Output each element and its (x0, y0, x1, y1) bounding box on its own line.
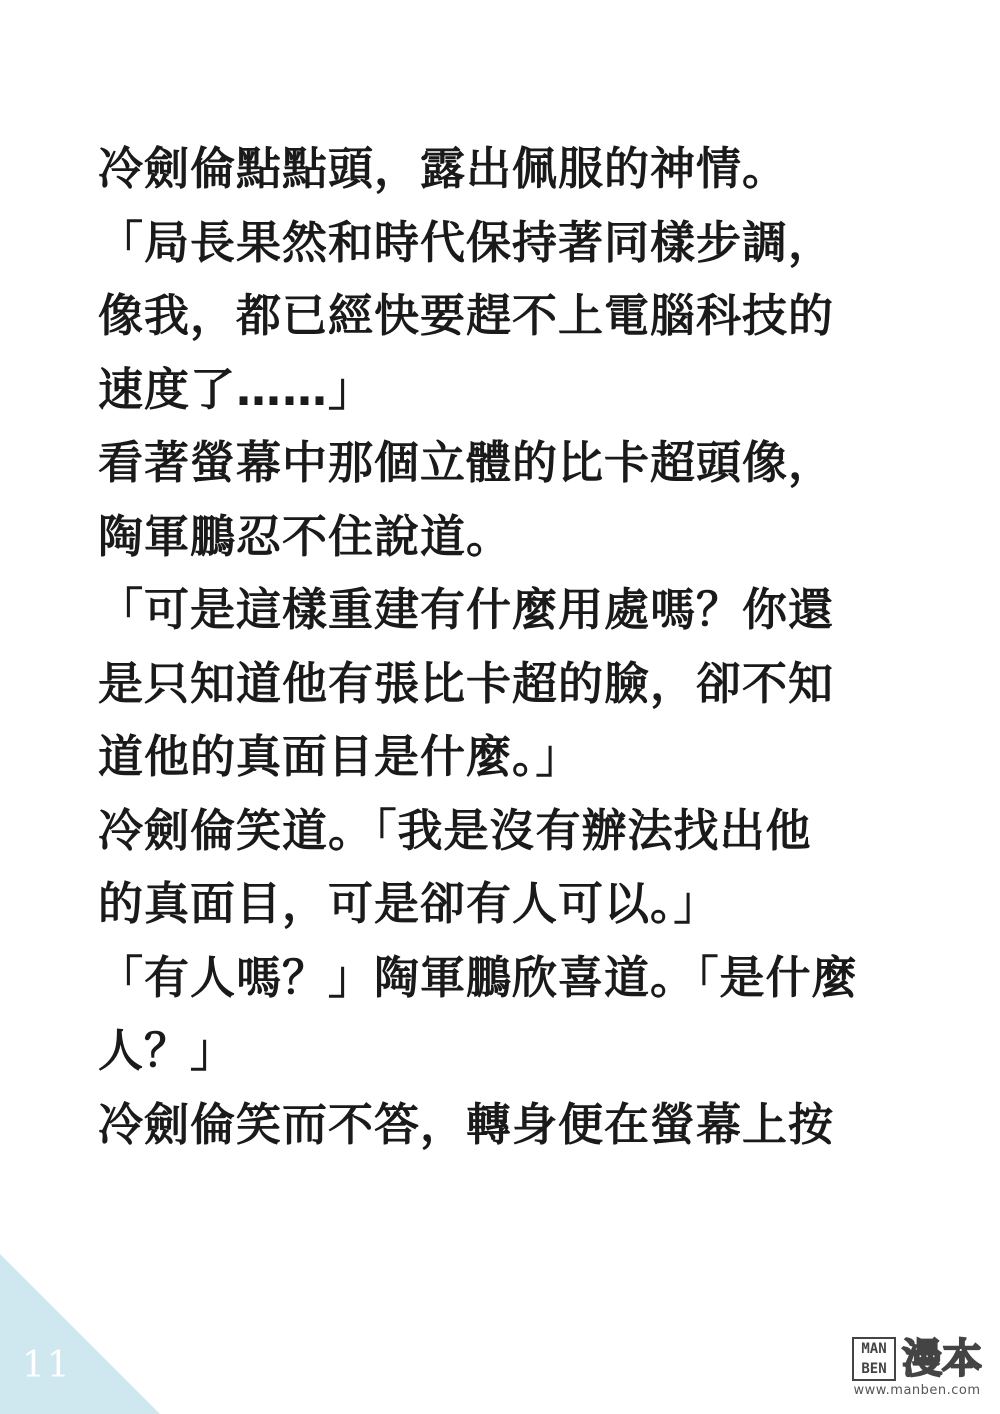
watermark-url: www.manben.com (853, 1383, 981, 1398)
page-number: 11 (22, 1345, 72, 1386)
watermark-box-icon: MAN BEN (852, 1337, 896, 1381)
body-text (98, 132, 898, 1161)
text-line-1: 冷劍倫點點頭，露出佩服的神情。 (98, 142, 789, 195)
watermark-name: 漫本 (902, 1336, 982, 1382)
text-line-10: 冷劍倫笑道。「我是沒有辦法找出他 (98, 803, 812, 857)
text-line-3: 像我，都已經快要趕不上電腦科技的 (98, 289, 835, 342)
text-line-6: 陶軍鵬忍不住說道。 (98, 509, 513, 563)
watermark-logo (846, 1337, 988, 1398)
text-line-7: 「可是這樣重建有什麼用處嗎？你還 (98, 583, 835, 636)
text-line-5: 看著螢幕中那個立體的比卡超頭像， (98, 436, 835, 489)
text-line-14: 冷劍倫笑而不答，轉身便在螢幕上按 (98, 1097, 835, 1151)
text-line-8: 是只知道他有張比卡超的臉，卻不知 (98, 656, 835, 710)
text-line-4: 速度了……」 (98, 362, 375, 416)
text-line-9: 道他的真面目是什麼。」 (98, 730, 582, 783)
corner-decoration (0, 1254, 160, 1414)
watermark-top (846, 1337, 988, 1381)
text-line-12: 「有人嗎？」陶軍鵬欣喜道。「是什麼 (98, 950, 858, 1004)
text-line-11: 的真面目，可是卻有人可以。」 (98, 877, 720, 930)
text-line-13: 人？」 (98, 1024, 237, 1077)
text-line-2: 「局長果然和時代保持著同樣步調， (98, 215, 835, 269)
